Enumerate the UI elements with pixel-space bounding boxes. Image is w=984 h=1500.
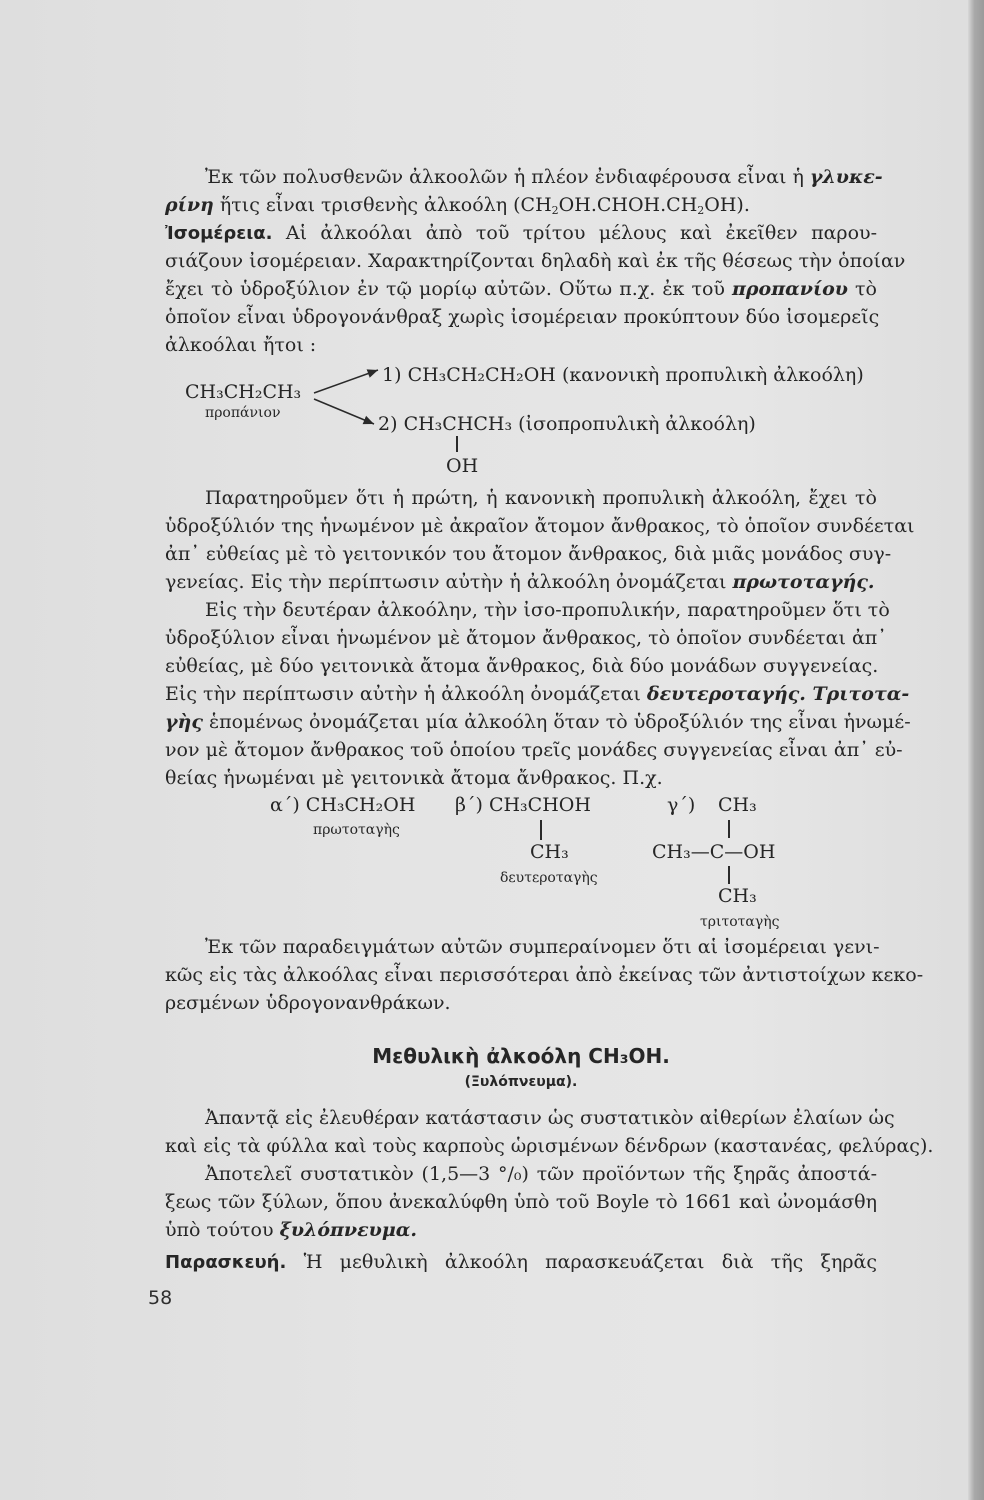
propane-name: προπάνιον: [205, 405, 281, 421]
hydroxyl-group: OH: [446, 455, 479, 477]
paragraph-line: θείας ἡνωμέναι μὲ γειτονικὰ ἄτομα ἄνθρακος. Π.χ.: [165, 767, 663, 789]
paragraph-line: Ἰσομέρεια. Αἱ ἀλκοόλαι ἀπὸ τοῦ τρίτου μέλους καὶ ἐκεῖθεν παρου-: [165, 222, 877, 244]
paragraph-line: Παρατηροῦμεν ὅτι ἡ πρώτη, ἡ κανονικὴ προπυλικὴ ἀλκοόλη, ἔχει τὸ: [205, 487, 877, 509]
product-2: 2) CH₃CHCH₃ (ἰσοπροπυλικὴ ἀλκοόλη): [378, 413, 756, 435]
paragraph-line: καὶ εἰς τὰ φύλλα καὶ τοὺς καρποὺς ὡρισμένων δένδρων (καστανέας, φελύρας).: [165, 1135, 934, 1157]
paragraph-line: ξεως τῶν ξύλων, ὅπου ἀνεκαλύφθη ὑπὸ τοῦ Boyle τὸ 1661 καὶ ὠνομάσθη: [165, 1191, 877, 1213]
arrow-to-product-2: [314, 399, 374, 424]
paragraph-line: Παρασκευή. Ἡ μεθυλικὴ ἀλκοόλη παρασκευάζεται διὰ τῆς ξηρᾶς: [165, 1251, 877, 1273]
arrow-to-product-1: [314, 370, 378, 393]
example-c-middle: CH₃—C—OH: [652, 841, 776, 863]
preparation-heading: Παρασκευή.: [165, 1252, 287, 1273]
example-c-bottom: CH₃: [718, 885, 757, 907]
paragraph-line: ρίνη ἥτις εἶναι τρισθενὴς ἀλκοόλη $(CH_2OH.CHOH.CH_2OH)$.: [165, 194, 750, 217]
paragraph-line: κῶς εἰς τὰς ἀλκοόλας εἶναι περισσότεραι ἀπὸ ἐκείνας τῶν ἀντιστοίχων κεκο-: [165, 964, 924, 986]
paragraph-line: ὑπὸ τούτου ξυλόπνευμα.: [165, 1219, 417, 1241]
isomerism-heading: Ἰσομέρεια.: [165, 223, 273, 244]
example-b: β΄) CH₃CHOH: [455, 794, 591, 816]
example-c-name: τριτοταγὴς: [700, 914, 780, 930]
paragraph-line: Ἀποτελεῖ συστατικὸν (1,5—3 °/₀) τῶν προϊόντων τῆς ξηρᾶς ἀποστά-: [205, 1163, 877, 1185]
bond-line: [456, 436, 458, 452]
example-a: α΄) CH₃CH₂OH: [270, 794, 416, 816]
section-subtitle: (Ξυλόπνευμα).: [464, 1074, 578, 1090]
example-b-name: δευτεροταγὴς: [500, 870, 598, 886]
propane-formula: CH₃CH₂CH₃: [185, 381, 302, 403]
paragraph-line: ὁποῖον εἶναι ὑδρογονάνθραξ χωρὶς ἰσομέρειαν προκύπτουν δύο ἰσομερεῖς: [165, 306, 880, 328]
paragraph-line: Εἰς τὴν περίπτωσιν αὐτὴν ἡ ἀλκοόλη ὀνομάζεται δευτεροταγής. Τριτοτα-: [165, 683, 910, 705]
paragraph-line: γενείας. Εἰς τὴν περίπτωσιν αὐτὴν ἡ ἀλκοόλη ὀνομάζεται πρωτοταγής.: [165, 571, 875, 593]
paragraph-line: ὑδροξύλιον εἶναι ἡνωμένον μὲ ἄτομον ἄνθρακος, τὸ ὁποῖον συνδέεται ἀπ᾿: [165, 627, 887, 649]
bond-line: [728, 866, 730, 884]
product-1: 1) CH₃CH₂CH₂OH (κανονικὴ προπυλικὴ ἀλκοόλη): [382, 364, 864, 386]
paragraph-line: Ἐκ τῶν πολυσθενῶν ἀλκοολῶν ἡ πλέον ἐνδιαφέρουσα εἶναι ἡ γλυκε-: [205, 166, 883, 188]
paragraph-line: ἀπ᾿ εὐθείας μὲ τὸ γειτονικόν του ἄτομον ἄνθρακος, διὰ μιᾶς μονάδος συγ-: [165, 543, 892, 565]
page-number: 58: [148, 1287, 173, 1309]
paragraph-line: Εἰς τὴν δευτέραν ἀλκοόλην, τὴν ἰσο-προπυλικήν, παρατηροῦμεν ὅτι τὸ: [205, 599, 890, 621]
paragraph-line: ρεσμένων ὑδρογονανθράκων.: [165, 992, 451, 1014]
example-c-label: γ΄): [667, 794, 696, 816]
paragraph-line: γὴς ἑπομένως ὀνομάζεται μία ἀλκοόλη ὅταν τὸ ὑδροξύλιόν της εἶναι ἡνωμέ-: [165, 711, 911, 733]
example-a-name: πρωτοταγὴς: [313, 822, 400, 838]
paragraph-line: νον μὲ ἄτομον ἄνθρακος τοῦ ὁποίου τρεῖς μονάδες συγγενείας εἶναι ἀπ᾿ εὐ-: [165, 739, 903, 761]
example-b-branch: CH₃: [530, 841, 569, 863]
bond-line: [728, 820, 730, 838]
paragraph-line: Ἐκ τῶν παραδειγμάτων αὐτῶν συμπεραίνομεν ὅτι αἱ ἰσομέρειαι γενι-: [205, 936, 880, 958]
paragraph-line: ὑδροξύλιόν της ἡνωμένον μὲ ἀκραῖον ἄτομον ἄνθρακος, τὸ ὁποῖον συνδέεται: [165, 515, 915, 537]
section-title: Μεθυλικὴ ἀλκοόλη CH₃OH.: [372, 1044, 670, 1068]
paragraph-line: σιάζουν ἰσομέρειαν. Χαρακτηρίζονται δηλαδὴ καὶ ἐκ τῆς θέσεως τὴν ὁποίαν: [165, 250, 906, 272]
paragraph-line: ἔχει τὸ ὑδροξύλιον ἐν τῷ μορίῳ αὐτῶν. Οὕτω π.χ. ἐκ τοῦ προπανίου τὸ: [165, 278, 878, 300]
paragraph-line: ἀλκοόλαι ἤτοι :: [165, 334, 317, 356]
example-c-top: CH₃: [718, 794, 757, 816]
paragraph-line: εὐθείας, μὲ δύο γειτονικὰ ἄτομα ἄνθρακος, διὰ δύο μονάδων συγγενείας.: [165, 655, 879, 677]
bond-line: [540, 820, 542, 840]
paragraph-line: Ἀπαντᾷ εἰς ἐλευθέραν κατάστασιν ὡς συστατικὸν αἰθερίων ἐλαίων ὡς: [205, 1107, 895, 1129]
